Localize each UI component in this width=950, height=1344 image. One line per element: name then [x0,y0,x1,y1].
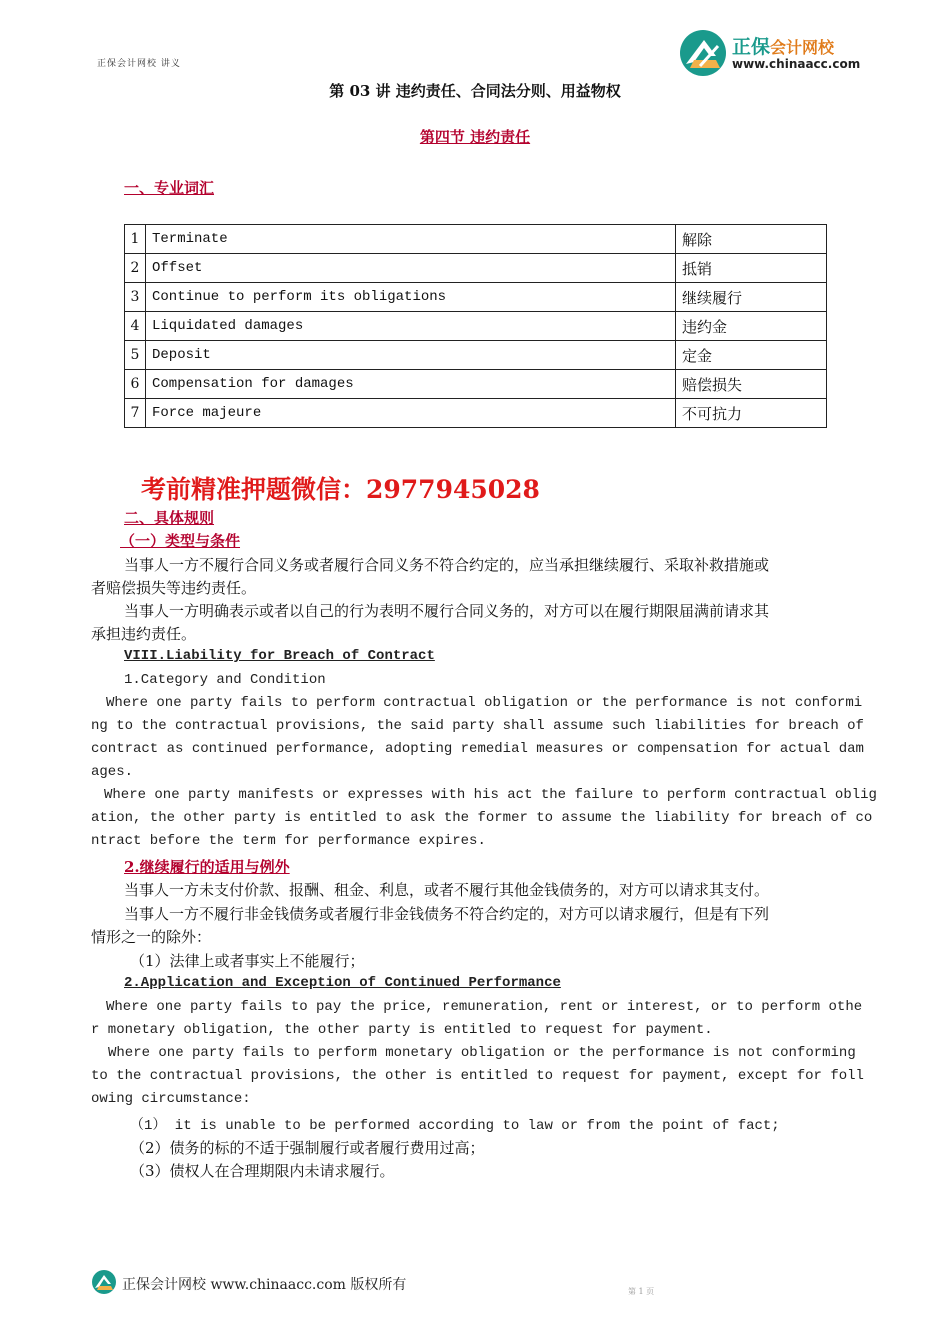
section-title: 第四节 违约责任 [419,128,531,146]
paragraph-line: 当事人一方明确表示或者以自己的行为表明不履行合同义务的，对方可以在履行期限届满前请求其 [124,602,770,620]
paragraph-line: 情形之一的除外： [91,928,212,946]
english-line: to the contractual provisions, the other is entitled to request for payment, except for foll [91,1068,864,1084]
list-item: （1） it is unable to be performed according to law or from the point of fact; [130,1118,780,1134]
paragraph-line: 承担违约责任。 [91,625,197,643]
paragraph-line: 当事人一方不履行合同义务或者履行合同义务不符合约定的，应当承担继续履行、采取补救措施或 [124,556,770,574]
row-number: 2 [125,254,146,283]
chinese-term: 违约金 [676,312,827,341]
footer-logo-icon [92,1270,116,1294]
english-term: Offset [146,254,676,283]
chinese-term: 继续履行 [676,283,827,312]
english-line: r monetary obligation, the other party is entitled to request for payment. [91,1022,713,1038]
vocab-table [124,224,827,428]
footer-text: 正保会计网校 www.chinaacc.com 版权所有 [122,1277,407,1293]
vocab-heading: 一、专业词汇 [124,179,215,197]
english-line: Where one party fails to perform monetary obligation or the performance is not conforming [108,1045,856,1061]
lecture-title: 第 03 讲 违约责任、合同法分则、用益物权 [329,82,621,100]
chinese-term: 解除 [676,225,827,254]
row-number: 4 [125,312,146,341]
english-line: owing circumstance: [91,1091,251,1107]
english-term: Liquidated damages [146,312,676,341]
logo-url: www.chinaacc.com [732,57,861,71]
subheading-category: （一）类型与条件 [120,532,241,550]
chinese-term: 抵销 [676,254,827,283]
rules-heading: 二、具体规则 [124,509,215,527]
row-number: 6 [125,370,146,399]
header-left-text: 正保会计网校 讲义 [97,59,181,69]
row-number: 1 [125,225,146,254]
table-row [125,225,827,254]
chinaacc-logo[interactable] [680,30,870,78]
row-number: 7 [125,399,146,428]
english-term: Compensation for damages [146,370,676,399]
promo-banner: 考前精准押题微信：2977945028 [141,475,540,504]
english-line: contract as continued performance, adopting remedial measures or compensation for actual dam [91,741,864,757]
table-row [125,399,827,428]
english-line: ng to the contractual provisions, the said party shall assume such liabilities for breach of [91,718,864,734]
paragraph-line: 者赔偿损失等违约责任。 [91,579,257,597]
english-heading: VIII.Liability for Breach of Contract [124,648,435,664]
english-line: Where one party fails to perform contractual obligation or the performance is not conformi [106,695,863,711]
english-term: Continue to perform its obligations [146,283,676,312]
chinese-term: 不可抗力 [676,399,827,428]
list-item: （3）债权人在合理期限内未请求履行。 [130,1162,395,1180]
logo-mark-icon [680,30,726,76]
paragraph-line: 当事人一方不履行非金钱债务或者履行非金钱债务不符合约定的，对方可以请求履行，但是有下列 [124,905,770,923]
chinese-term: 定金 [676,341,827,370]
logo-brand: 正保会计网校 [732,36,835,58]
table-row [125,341,827,370]
paragraph-line: 当事人一方未支付价款、报酬、租金、利息，或者不履行其他金钱债务的，对方可以请求其支付。 [124,881,770,899]
english-term: Terminate [146,225,676,254]
english-line: ages. [91,764,134,780]
english-line: ntract before the term for performance expires. [91,833,486,849]
english-term: Force majeure [146,399,676,428]
chinese-term: 赔偿损失 [676,370,827,399]
list-item: （2）债务的标的不适于强制履行或者履行费用过高； [130,1139,485,1157]
table-row [125,254,827,283]
subheading-performance: 2.继续履行的适用与例外 [124,858,290,876]
table-row [125,312,827,341]
table-row [125,283,827,312]
english-heading: 2.Application and Exception of Continued Performance [124,975,561,991]
row-number: 5 [125,341,146,370]
table-row [125,370,827,399]
row-number: 3 [125,283,146,312]
english-line: ation, the other party is entitled to ask the former to assume the liability for breach of co [91,810,873,826]
english-line: Where one party manifests or expresses with his act the failure to perform contractual oblig [104,787,877,803]
english-subheading: 1.Category and Condition [124,672,326,688]
list-item: （1）法律上或者事实上不能履行； [130,952,365,970]
english-line: Where one party fails to pay the price, remuneration, rent or interest, or to perform othe [106,999,863,1015]
page-number: 第 1 页 [628,1287,655,1296]
english-term: Deposit [146,341,676,370]
